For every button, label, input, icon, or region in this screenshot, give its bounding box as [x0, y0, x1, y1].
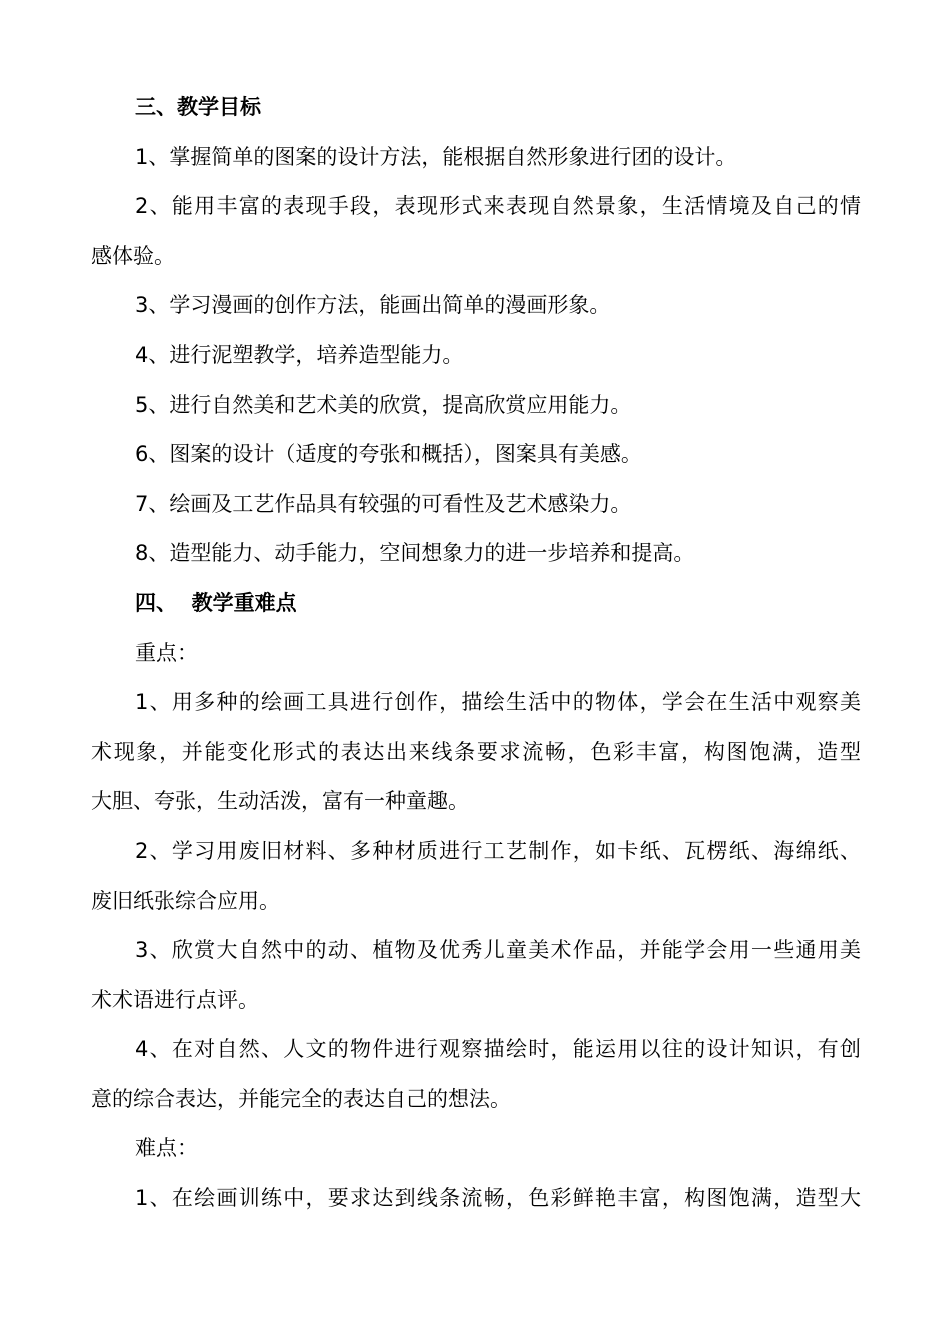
goal-item-3: 3、学习漫画的创作方法，能画出简单的漫画形象。 [135, 293, 611, 318]
section-heading-key-difficult-points: 四、 教学重难点 [135, 590, 297, 615]
goal-item-8: 8、造型能力、动手能力，空间想象力的进一步培养和提高。 [135, 541, 695, 566]
key-point-4-end: 意的综合表达，并能完全的表达自己的想法。 [91, 1086, 511, 1111]
goal-item-5: 5、进行自然美和艺术美的欣赏，提高欣赏应用能力。 [135, 392, 632, 417]
goal-item-2: 2、能用丰富的表现手段，表现形式来表现自然景象，生活情境及自己的情 [135, 194, 861, 219]
difficult-point-1: 1、在绘画训练中，要求达到线条流畅，色彩鲜艳丰富，构图饱满，造型大 [135, 1186, 861, 1211]
key-point-1-end: 大胆、夸张，生动活泼，富有一种童趣。 [91, 789, 469, 814]
key-point-2-end: 废旧纸张综合应用。 [91, 888, 280, 913]
section-heading-teaching-goals: 三、教学目标 [135, 95, 261, 119]
key-point-2: 2、学习用废旧材料、多种材质进行工艺制作，如卡纸、瓦楞纸、海绵纸、 [135, 838, 861, 863]
goal-item-1: 1、掌握简单的图案的设计方法，能根据自然形象进行团的设计。 [135, 144, 737, 169]
goal-item-7: 7、绘画及工艺作品具有较强的可看性及艺术感染力。 [135, 491, 632, 516]
key-points-label: 重点： [135, 640, 198, 665]
goal-item-2-continued: 感体验。 [91, 243, 175, 268]
key-point-1: 1、用多种的绘画工具进行创作，描绘生活中的物体，学会在生活中观察美 [135, 690, 861, 715]
key-point-4: 4、在对自然、人文的物件进行观察描绘时，能运用以往的设计知识，有创 [135, 1037, 861, 1062]
document-content [91, 83, 861, 1224]
goal-item-4: 4、进行泥塑教学，培养造型能力。 [135, 342, 464, 367]
key-point-1-continued: 术现象，并能变化形式的表达出来线条要求流畅，色彩丰富，构图饱满，造型 [91, 739, 861, 764]
difficult-points-label: 难点： [135, 1136, 198, 1161]
goal-item-6: 6、图案的设计（适度的夸张和概括），图案具有美感。 [135, 442, 642, 467]
key-point-3: 3、欣赏大自然中的动、植物及优秀儿童美术作品，并能学会用一些通用美 [135, 938, 861, 963]
key-point-3-end: 术术语进行点评。 [91, 987, 259, 1012]
